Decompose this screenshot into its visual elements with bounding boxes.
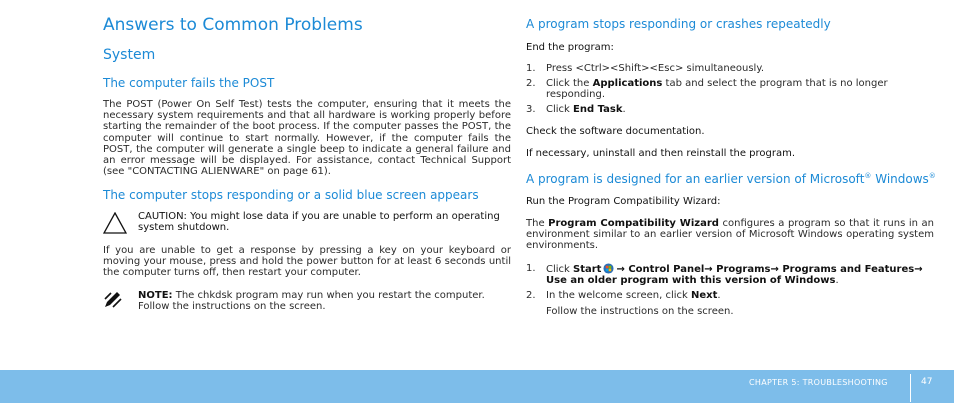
applications-tab-ref: Applications	[592, 78, 663, 89]
follow-instructions-text: Follow the instructions on the screen.	[546, 306, 734, 318]
caution-icon	[103, 212, 127, 234]
text-span: Click the	[546, 78, 593, 89]
heading-text: A program is designed for an earlier version of Microsoft	[526, 172, 865, 186]
list-number: 1.	[526, 263, 536, 274]
note-label: NOTE:	[138, 290, 173, 301]
text-span: Click	[546, 104, 574, 115]
text-span: Click	[546, 264, 574, 275]
list-number: 2.	[526, 78, 536, 89]
registered-mark: ®	[928, 172, 936, 180]
text-span: .	[622, 104, 626, 115]
list-number: 2.	[526, 290, 536, 301]
paragraph-blue-screen: If you are unable to get a response by pressing a key on your keyboard or moving your mouse, press and hold the power button for at least 6 seconds until the computer turns off, then restart your computer.	[103, 245, 511, 279]
note-body: The chkdsk program may run when you restart the computer. Follow the instructions on the screen.	[138, 290, 485, 313]
next-ref: Next	[690, 290, 718, 301]
heading-compat	[526, 172, 936, 186]
section-title-system: System	[103, 47, 156, 63]
end-task-ref: End Task	[573, 104, 623, 115]
end-program-label: End the program:	[526, 42, 614, 53]
list-number: 3.	[526, 104, 536, 115]
note-text	[138, 290, 513, 312]
list-number: 1.	[526, 63, 536, 74]
footer-chapter: CHAPTER 5: TROUBLESHOOTING	[749, 378, 888, 387]
text-span: tab and select the program that is no longer responding.	[546, 78, 888, 101]
note-icon	[103, 289, 123, 309]
reinstall-text: If necessary, uninstall and then reinstall the program.	[526, 148, 796, 159]
wizard-name: Program Compatibility Wizard	[548, 218, 719, 229]
check-docs-text: Check the software documentation.	[526, 126, 705, 137]
list-text	[546, 104, 936, 115]
heading-crash: A program stops responding or crashes repeatedly	[526, 17, 831, 31]
text-span: configures a program so that it runs in an environment similar to an earlier version of Microsoft Windows operating system environments.	[526, 218, 935, 252]
text-span: .	[835, 275, 839, 287]
list-text	[546, 290, 936, 317]
older-program-ref: Use an older program with this version of Windows	[546, 275, 836, 287]
registered-mark: ®	[864, 172, 872, 180]
run-wizard-label: Run the Program Compatibility Wizard:	[526, 196, 721, 207]
text-span: The	[526, 218, 549, 229]
caution-text: CAUTION: You might lose data if you are unable to perform an operating system shutdown.	[138, 211, 500, 234]
footer-divider	[910, 374, 911, 402]
text-span: In the welcome screen, click	[546, 290, 691, 301]
list-text	[546, 78, 936, 100]
control-panel-path: → Control Panel→ Programs→ Programs and Features→	[616, 264, 923, 275]
paragraph-compat	[526, 218, 934, 252]
list-text: Press <Ctrl><Shift><Esc> simultaneously.	[546, 63, 764, 74]
windows-start-icon	[603, 263, 614, 274]
list-text	[546, 263, 936, 286]
paragraph-post: The POST (Power On Self Test) tests the computer, ensuring that it meets the necessary system requirements and that all hardware is working properly before starting the remainder of the boot process. If the computer passes the POST, the computer will continue to start normally. However, if the computer fails the POST, the computer will generate a single beep to indicate a general failure and an error message will be displayed. For assistance, contact Technical Support (see "CONTACTING ALIENWARE" on page 61).	[103, 99, 511, 178]
start-ref: Start	[573, 264, 602, 275]
page-title: Answers to Common Problems	[103, 15, 363, 35]
page-number: 47	[921, 377, 933, 387]
heading-blue-screen: The computer stops responding or a solid blue screen appears	[103, 188, 479, 202]
text-span: .	[717, 290, 721, 301]
heading-post: The computer fails the POST	[103, 76, 275, 90]
heading-text: Windows	[871, 172, 929, 186]
